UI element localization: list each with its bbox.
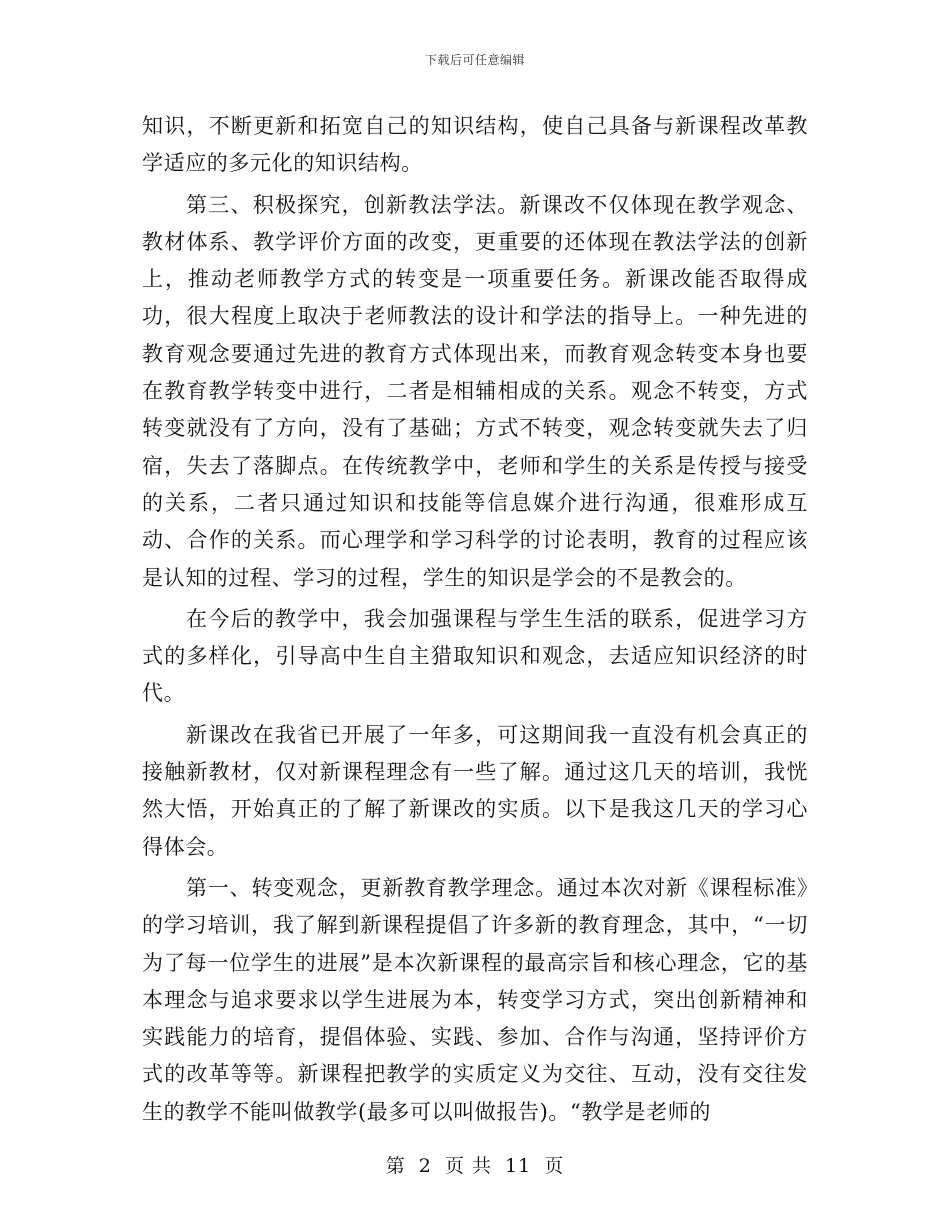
paragraph-future-teaching: 在今后的教学中，我会加强课程与学生生活的联系，促进学习方式的多样化，引导高中生自主猎取知识和观念，去适应知识经济的时代。 bbox=[142, 606, 808, 706]
footer-current-page: 2 bbox=[418, 1155, 432, 1177]
footer-suffix: 页 bbox=[544, 1155, 565, 1177]
page-footer bbox=[0, 1154, 950, 1178]
paragraph-continuation: 知识，不断更新和拓宽自己的知识结构，使自己具备与新课程改革教学适应的多元化的知识结构。 bbox=[142, 114, 808, 176]
paragraph-first-point: 第一、转变观念，更新教育教学理念。通过本次对新《课程标准》的学习培训，我了解到新课程提倡了许多新的教育理念，其中，“一切为了每一位学生的进展”是本次新课程的最高宗旨和核心理念，它的基本理念与追求要求以学生进展为本，转变学习方式，突出创新精神和实践能力的培育，提倡体验、实践、参加、合作与沟通，坚持评价方式的改革等等。新课程把教学的实质定义为交往、互动，没有交往发生的教学不能叫做教学(最多可以叫做报告)。“教学是老师的 bbox=[142, 875, 808, 1124]
page-header-note: 下载后可任意编辑 bbox=[424, 53, 525, 67]
footer-middle: 页 共 bbox=[444, 1155, 492, 1177]
paragraph-third-point: 第三、积极探究，创新教法学法。新课改不仅体现在教学观念、教材体系、教学评价方面的改变，更重要的还体现在教法学法的创新上，推动老师教学方式的转变是一项重要任务。新课改能否取得成功，很大程度上取决于老师教法的设计和学法的指导上。一种先进的教育观念要通过先进的教育方式体现出来，而教育观念转变本身也要在教育教学转变中进行，二者是相辅相成的关系。观念不转变，方式转变就没有了方向，没有了基础；方式不转变，观念转变就失去了归宿，失去了落脚点。在传统教学中，老师和学生的关系是传授与接受的关系，二者只通过知识和技能等信息媒介进行沟通，很难形成互动、合作的关系。而心理学和学习科学的讨论表明，教育的过程应该是认知的过程、学习的过程，学生的知识是学会的不是教会的。 bbox=[142, 192, 808, 590]
footer-total-pages: 11 bbox=[505, 1155, 532, 1177]
body-text bbox=[142, 108, 808, 1135]
footer-prefix: 第 bbox=[385, 1155, 406, 1177]
paragraph-new-curriculum-intro: 新课改在我省已开展了一年多，可这期间我一直没有机会真正的接触新教材，仅对新课程理念有一些了解。通过这几天的培训，我恍然大悟，开始真正的了解了新课改的实质。以下是我这几天的学习心得体会。 bbox=[142, 722, 808, 859]
